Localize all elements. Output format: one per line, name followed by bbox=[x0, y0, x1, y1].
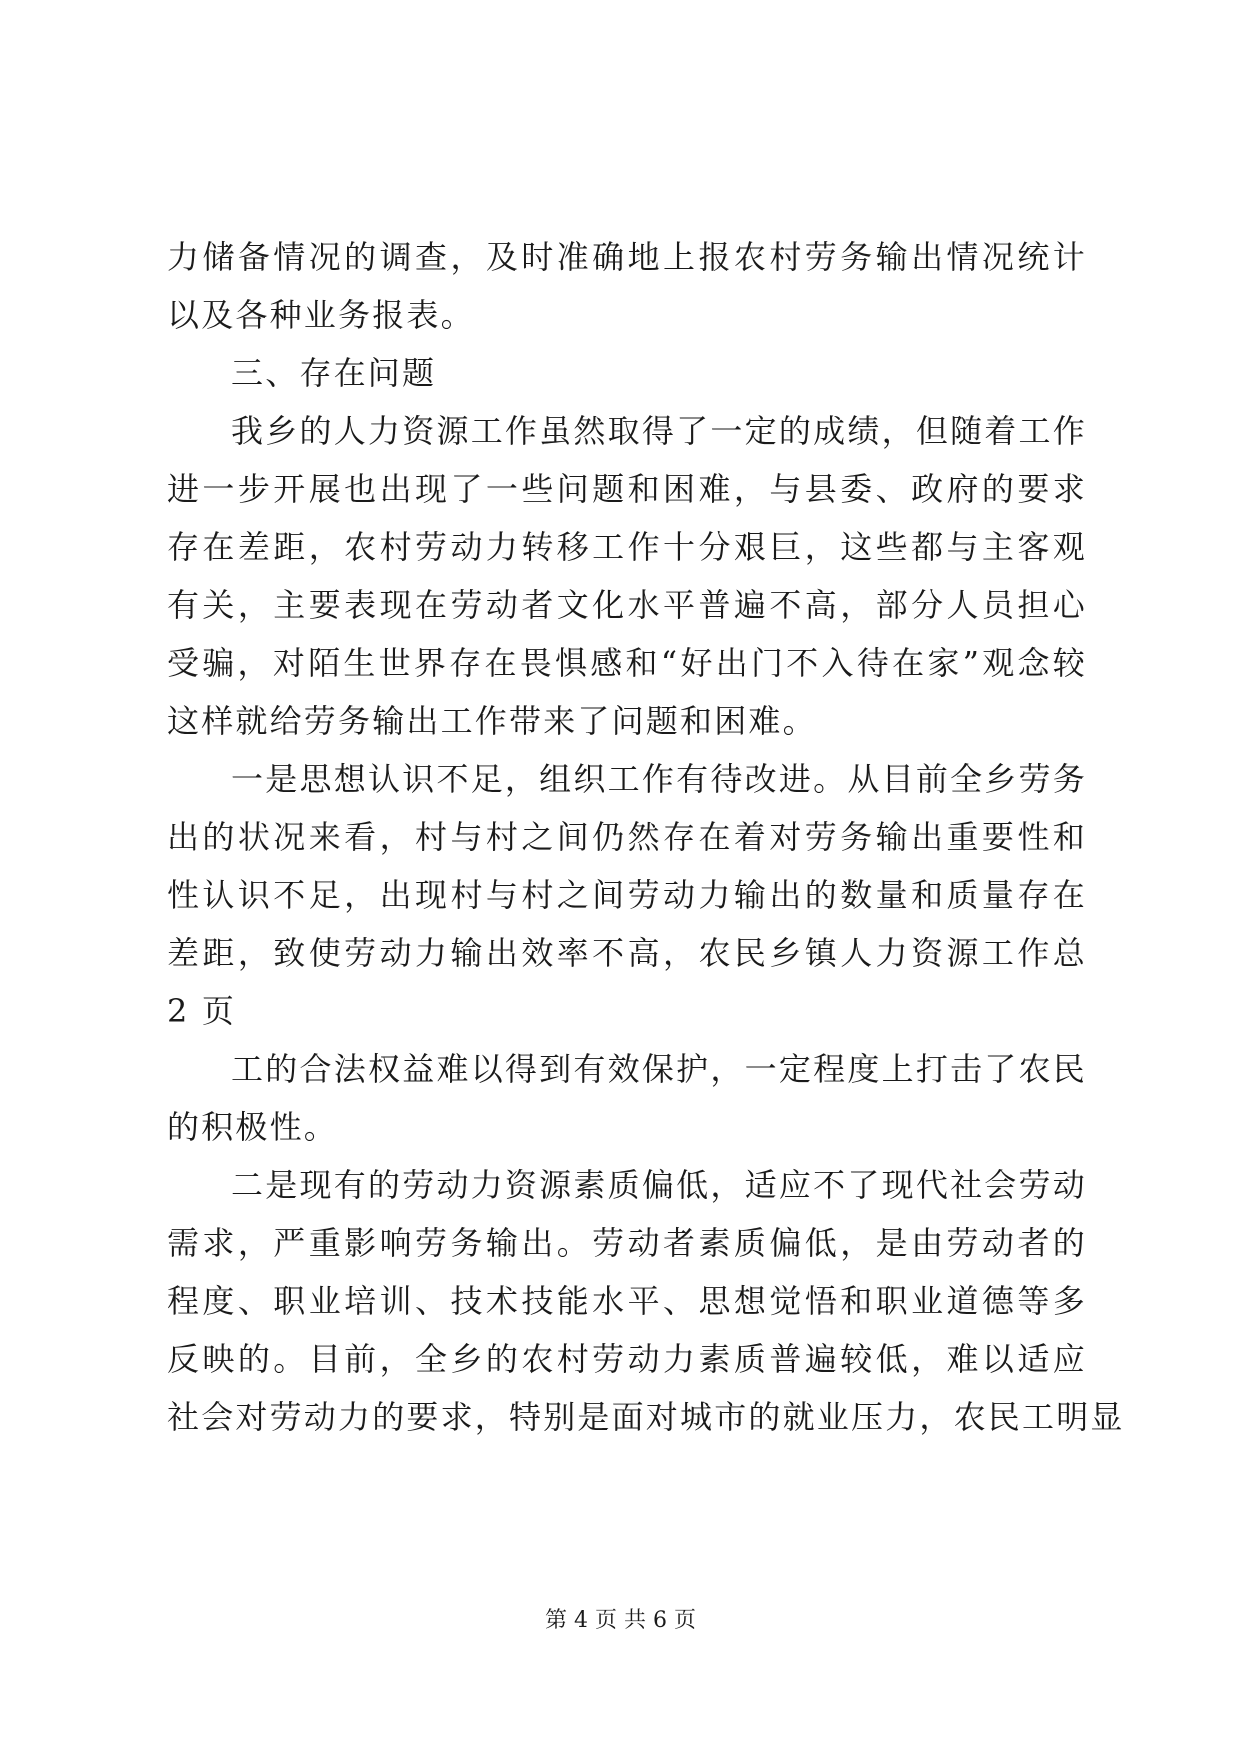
document-body bbox=[167, 228, 1125, 1446]
text-line: 三、存在问题 bbox=[231, 354, 437, 392]
text-line: 存在差距，农村劳动力转移工作十分艰巨，这些都与主客观 bbox=[167, 528, 1087, 566]
text-line: 的积极性。 bbox=[167, 1108, 339, 1146]
text-line: 这样就给劳务输出工作带来了问题和困难。 bbox=[167, 702, 817, 740]
paragraph bbox=[167, 344, 1087, 402]
paragraph bbox=[167, 1156, 1125, 1446]
text-line: 2 页 bbox=[167, 992, 237, 1030]
text-line: 需求，严重影响劳务输出。劳动者素质偏低，是由劳动者的 bbox=[167, 1224, 1087, 1262]
paragraph bbox=[167, 228, 1087, 344]
text-line: 我乡的人力资源工作虽然取得了一定的成绩，但随着工作 bbox=[231, 412, 1087, 450]
paragraph bbox=[167, 750, 1087, 1040]
paragraph bbox=[167, 1040, 1087, 1156]
text-line: 工的合法权益难以得到有效保护，一定程度上打击了农民 bbox=[231, 1050, 1087, 1088]
text-line: 反映的。目前，全乡的农村劳动力素质普遍较低，难以适应 bbox=[167, 1340, 1087, 1378]
text-line: 二是现有的劳动力资源素质偏低，适应不了现代社会劳动 bbox=[231, 1166, 1087, 1204]
text-line: 程度、职业培训、技术技能水平、思想觉悟和职业道德等多 bbox=[167, 1282, 1087, 1320]
text-line: 有关，主要表现在劳动者文化水平普遍不高，部分人员担心 bbox=[167, 586, 1087, 624]
text-line: 力储备情况的调查，及时准确地上报农村劳务输出情况统计 bbox=[167, 238, 1087, 276]
text-line: 一是思想认识不足，组织工作有待改进。从目前全乡劳务 bbox=[231, 760, 1087, 798]
text-line: 社会对劳动力的要求，特别是面对城市的就业压力，农民工明显 bbox=[167, 1398, 1125, 1436]
text-line: 以及各种业务报表。 bbox=[167, 296, 475, 334]
text-line: 受骗，对陌生世界存在畏惧感和“好出门不入待在家”观念较 bbox=[167, 644, 1087, 682]
page-footer: 第 4 页 共 6 页 bbox=[545, 1608, 696, 1633]
text-line: 性认识不足，出现村与村之间劳动力输出的数量和质量存在 bbox=[167, 876, 1087, 914]
paragraph bbox=[167, 402, 1087, 750]
text-line: 进一步开展也出现了一些问题和困难，与县委、政府的要求 bbox=[167, 470, 1087, 508]
text-line: 差距，致使劳动力输出效率不高，农民乡镇人力资源工作总 bbox=[167, 934, 1087, 972]
text-line: 出的状况来看，村与村之间仍然存在着对劳务输出重要性和 bbox=[167, 818, 1087, 856]
